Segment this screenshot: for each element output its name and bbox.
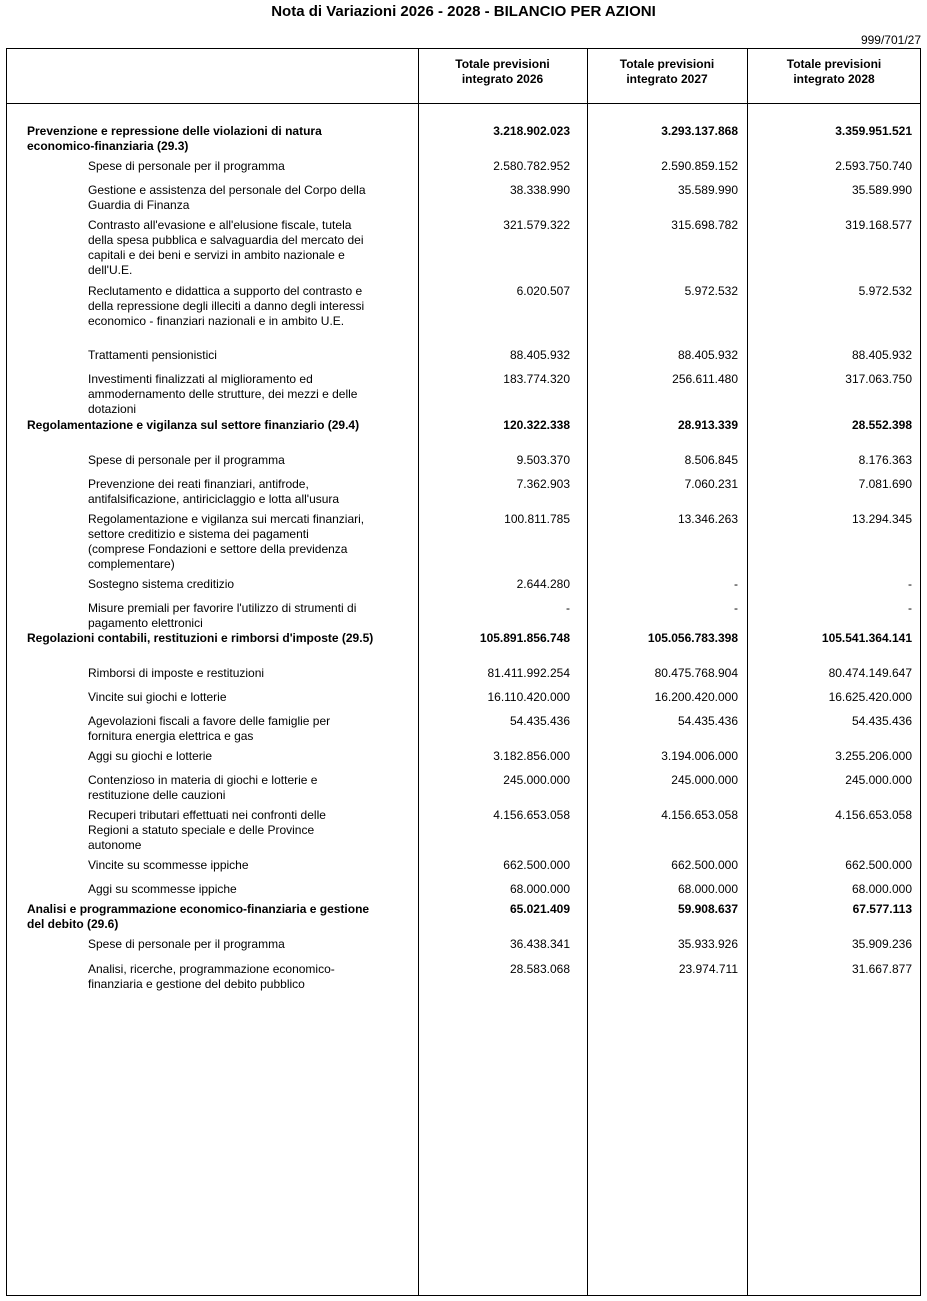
value-2026: 662.500.000: [503, 858, 570, 872]
value-2028: 5.972.532: [858, 284, 912, 298]
value-2027: 13.346.263: [677, 512, 738, 526]
value-2026: 7.362.903: [516, 477, 570, 491]
value-2028: 662.500.000: [845, 858, 912, 872]
value-2027: 59.908.637: [677, 902, 738, 916]
value-2027: 4.156.653.058: [661, 808, 738, 822]
value-2026: 2.580.782.952: [493, 159, 570, 173]
value-2026: 16.110.420.000: [487, 690, 570, 704]
column-header-2026: Totale previsioni integrato 2026: [455, 57, 550, 86]
value-2026: -: [566, 601, 570, 615]
action-label: Investimenti finalizzati al miglioramento ed ammodernamento delle strutture, dei mezzi e delle dotazioni: [88, 372, 358, 416]
value-2028: 105.541.364.141: [821, 631, 912, 645]
action-label: Agevolazioni fiscali a favore delle famiglie per fornitura energia elettrica e gas: [88, 714, 331, 743]
value-2027: 3.293.137.868: [661, 124, 738, 138]
value-2027: -: [734, 601, 738, 615]
value-2026: 54.435.436: [509, 714, 570, 728]
value-2026: 2.644.280: [516, 577, 570, 591]
value-2028: 2.593.750.740: [835, 159, 912, 173]
value-2026: 65.021.409: [509, 902, 570, 916]
value-2026: 183.774.320: [503, 372, 570, 386]
value-2028: 35.909.236: [851, 937, 912, 951]
value-2027: 8.506.845: [684, 453, 738, 467]
value-2026: 100.811.785: [504, 512, 570, 526]
value-2027: 80.475.768.904: [654, 666, 738, 680]
value-2028: 319.168.577: [845, 218, 912, 232]
value-2027: 68.000.000: [677, 882, 738, 896]
value-2028: 68.000.000: [851, 882, 912, 896]
action-label: Sostegno sistema creditizio: [88, 577, 235, 591]
value-2028: 80.474.149.647: [828, 666, 912, 680]
action-label: Vincite su scommesse ippiche: [88, 858, 249, 872]
value-2028: 13.294.345: [851, 512, 912, 526]
program-label: Regolamentazione e vigilanza sul settore finanziario (29.4): [27, 418, 360, 432]
value-2026: 38.338.990: [509, 183, 570, 197]
action-label: Analisi, ricerche, programmazione economico-finanziaria e gestione del debito pubblico: [88, 962, 335, 991]
action-label: Contenzioso in materia di giochi e lotterie e restituzione delle cauzioni: [88, 773, 318, 802]
value-2028: 35.589.990: [851, 183, 912, 197]
value-2028: 7.081.690: [858, 477, 912, 491]
value-2026: 6.020.507: [516, 284, 570, 298]
document-code: 999/701/27: [860, 33, 921, 47]
action-label: Reclutamento e didattica a supporto del contrasto e della repressione degli illeciti a danno degli interessi economico - finanziari nazionali e in ambito U.E.: [88, 284, 365, 328]
value-2026: 88.405.932: [509, 348, 570, 362]
value-2027: -: [734, 577, 738, 591]
value-2028: 3.359.951.521: [835, 124, 912, 138]
value-2027: 35.933.926: [677, 937, 738, 951]
action-label: Misure premiali per favorire l'utilizzo di strumenti di pagamento elettronici: [88, 601, 357, 630]
value-2027: 2.590.859.152: [661, 159, 738, 173]
value-2026: 81.411.992.254: [487, 666, 570, 680]
value-2026: 321.579.322: [503, 218, 570, 232]
value-2028: -: [908, 577, 912, 591]
program-label: Analisi e programmazione economico-finanziaria e gestione del debito (29.6): [27, 902, 370, 931]
action-label: Contrasto all'evasione e all'elusione fiscale, tutela della spesa pubblica e salvaguardia del mercato dei capitali e dei beni e servizi in ambito nazionale e dell'U.E.: [88, 218, 364, 277]
value-2026: 28.583.068: [509, 962, 570, 976]
program-label: Prevenzione e repressione delle violazioni di natura economico-finanziaria (29.3): [27, 124, 322, 153]
value-2026: 3.218.902.023: [493, 124, 570, 138]
action-label: Trattamenti pensionistici: [88, 348, 217, 362]
value-2028: 3.255.206.000: [835, 749, 912, 763]
column-header-2027: Totale previsioni integrato 2027: [619, 57, 715, 86]
value-2027: 245.000.000: [671, 773, 738, 787]
action-label: Spese di personale per il programma: [88, 159, 285, 173]
value-2027: 5.972.532: [684, 284, 738, 298]
value-2028: 88.405.932: [851, 348, 912, 362]
value-2027: 28.913.339: [677, 418, 738, 432]
header-divider: [6, 103, 921, 104]
value-2027: 88.405.932: [677, 348, 738, 362]
value-2027: 662.500.000: [671, 858, 738, 872]
value-2028: 54.435.436: [851, 714, 912, 728]
value-2027: 315.698.782: [671, 218, 738, 232]
value-2028: 8.176.363: [858, 453, 912, 467]
column-divider: [747, 48, 748, 1296]
document-title: Nota di Variazioni 2026 - 2028 - BILANCIO PER AZIONI: [271, 3, 656, 20]
action-label: Vincite sui giochi e lotterie: [88, 690, 227, 704]
action-label: Spese di personale per il programma: [88, 453, 285, 467]
value-2027: 7.060.231: [684, 477, 738, 491]
program-label: Regolazioni contabili, restituzioni e rimborsi d'imposte (29.5): [27, 631, 374, 645]
action-label: Aggi su scommesse ippiche: [88, 882, 237, 896]
column-header-2028: Totale previsioni integrato 2028: [786, 57, 882, 86]
action-label: Gestione e assistenza del personale del Corpo della Guardia di Finanza: [88, 183, 366, 212]
value-2027: 3.194.006.000: [661, 749, 738, 763]
value-2028: -: [908, 601, 912, 615]
value-2028: 67.577.113: [852, 902, 912, 916]
action-label: Spese di personale per il programma: [88, 937, 285, 951]
value-2026: 9.503.370: [516, 453, 570, 467]
value-2027: 54.435.436: [677, 714, 738, 728]
action-label: Recuperi tributari effettuati nei confronti delle Regioni a statuto speciale e delle Province autonome: [88, 808, 326, 852]
value-2028: 16.625.420.000: [828, 690, 912, 704]
value-2027: 105.056.783.398: [647, 631, 738, 645]
value-2027: 16.200.420.000: [654, 690, 738, 704]
value-2028: 245.000.000: [845, 773, 912, 787]
value-2027: 35.589.990: [677, 183, 738, 197]
value-2028: 31.667.877: [851, 962, 912, 976]
action-label: Rimborsi di imposte e restituzioni: [88, 666, 265, 680]
action-label: Aggi su giochi e lotterie: [88, 749, 213, 763]
value-2027: 23.974.711: [678, 962, 738, 976]
value-2026: 105.891.856.748: [479, 631, 570, 645]
value-2028: 4.156.653.058: [835, 808, 912, 822]
value-2026: 4.156.653.058: [493, 808, 570, 822]
value-2028: 28.552.398: [851, 418, 912, 432]
value-2026: 3.182.856.000: [493, 749, 570, 763]
action-label: Regolamentazione e vigilanza sui mercati finanziari, settore creditizio e sistema dei pagamenti (comprese Fondazioni e settore della previdenza complementare): [88, 512, 365, 571]
value-2026: 120.322.338: [503, 418, 570, 432]
value-2026: 68.000.000: [509, 882, 570, 896]
action-label: Prevenzione dei reati finanziari, antifrode, antifalsificazione, antiriciclaggio e lotta all'usura: [88, 477, 340, 506]
value-2026: 36.438.341: [509, 937, 570, 951]
value-2026: 245.000.000: [503, 773, 570, 787]
value-2027: 256.611.480: [672, 372, 738, 386]
value-2028: 317.063.750: [845, 372, 912, 386]
